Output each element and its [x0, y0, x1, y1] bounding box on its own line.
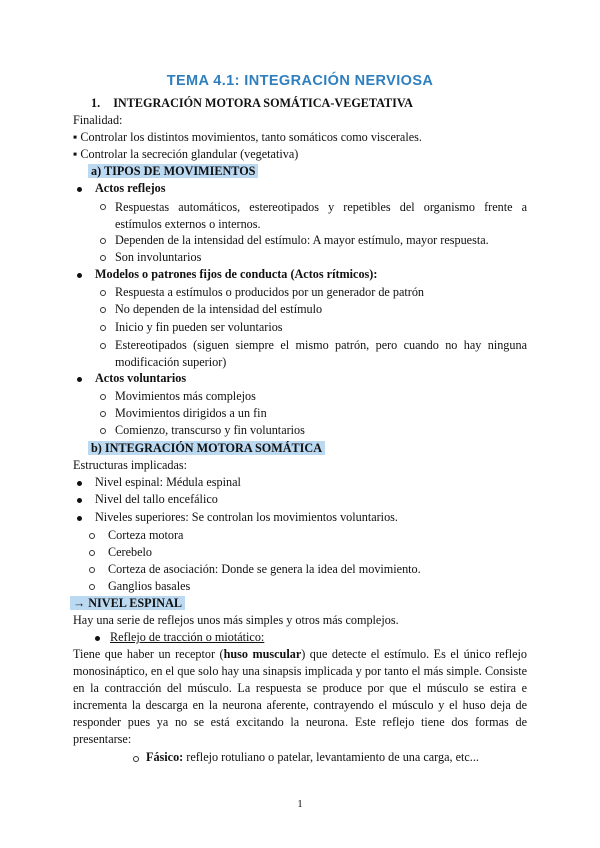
estructuras-subitem: Cerebelo	[108, 545, 152, 559]
circle-bullet-icon	[89, 550, 95, 556]
circle-bullet-icon	[100, 238, 106, 244]
fasico-label: Fásico:	[146, 750, 184, 764]
modelos-heading: Modelos o patrones fijos de conducta (Actos rítmicos):	[95, 267, 378, 281]
fasico-item	[146, 750, 479, 765]
subheading-b-text: b) INTEGRACIÓN MOTORA SOMÁTICA	[88, 441, 325, 455]
estructuras-subitem: Corteza motora	[108, 528, 184, 542]
bullet-icon	[77, 187, 82, 192]
circle-bullet-icon	[89, 533, 95, 539]
estructuras-label: Estructuras implicadas:	[73, 458, 188, 472]
voluntarios-item: Movimientos dirigidos a un fin	[115, 406, 267, 420]
circle-bullet-icon	[100, 290, 106, 296]
circle-bullet-icon	[100, 343, 106, 349]
circle-bullet-icon	[100, 428, 106, 434]
circle-bullet-icon	[100, 325, 106, 331]
estructuras-subitem: Ganglios basales	[108, 579, 191, 593]
circle-bullet-icon	[100, 394, 106, 400]
estructuras-item: Niveles superiores: Se controlan los movimientos voluntarios.	[95, 510, 398, 524]
circle-bullet-icon	[100, 255, 106, 261]
reflejo-paragraph	[73, 646, 527, 747]
subheading-b	[88, 441, 325, 456]
modelos-item: No dependen de la intensidad del estímulo	[115, 302, 323, 316]
bullet-icon	[77, 481, 82, 486]
reflejos-heading: Actos reflejos	[95, 181, 166, 195]
circle-bullet-icon	[133, 756, 139, 762]
estructuras-subitem: Corteza de asociación: Donde se genera la idea del movimiento.	[108, 562, 421, 576]
bullet-icon	[77, 377, 82, 382]
nivel-espinal-intro: Hay una serie de reflejos unos más simples y otros más complejos.	[73, 613, 399, 627]
bullet-icon	[77, 273, 82, 278]
section-heading	[91, 96, 413, 111]
paragraph-text: ) que detecte el estímulo. Es el único reflejo monosináptico, en el que solo hay una sinapsis implicada y por tanto el más simple. Consiste en la contracción del músculo. La respuesta se produce por que el músculo se estira e incrementa la descarga en la neurona aferente, contrayendo el músculo y el huso deja de responder pues ya no se está excitando la neurona. Este reflejo tiene dos formas de presentarse:	[73, 647, 527, 746]
voluntarios-item: Movimientos más complejos	[115, 389, 256, 403]
nivel-espinal-heading	[70, 596, 185, 611]
voluntarios-heading: Actos voluntarios	[95, 371, 187, 385]
section-heading-text: INTEGRACIÓN MOTORA SOMÁTICA-VEGETATIVA	[113, 96, 413, 110]
subheading-a	[88, 164, 258, 179]
nivel-espinal-heading-text: → NIVEL ESPINAL	[70, 596, 185, 610]
circle-bullet-icon	[100, 204, 106, 210]
circle-bullet-icon	[100, 411, 106, 417]
circle-bullet-icon	[89, 567, 95, 573]
finalidad-item: ▪ Controlar la secreción glandular (vegetativa)	[73, 147, 299, 161]
paragraph-bold-term: huso muscular	[223, 647, 302, 661]
bullet-icon	[95, 636, 100, 641]
modelos-item: Estereotipados (siguen siempre el mismo patrón, pero cuando no hay ninguna modificación superior)	[115, 338, 527, 369]
finalidad-item: ▪ Controlar los distintos movimientos, tanto somáticos como viscerales.	[73, 130, 422, 144]
subheading-a-text: a) TIPOS DE MOVIMIENTOS	[88, 164, 258, 178]
reflejos-item: Respuestas automáticos, estereotipados y repetibles del organismo frente a estímulos externos o internos.	[115, 200, 527, 231]
modelos-item: Respuesta a estímulos o producidos por un generador de patrón	[115, 285, 425, 299]
voluntarios-item: Comienzo, transcurso y fin voluntarios	[115, 423, 305, 437]
modelos-item: Inicio y fin pueden ser voluntarios	[115, 320, 283, 334]
circle-bullet-icon	[89, 584, 95, 590]
estructuras-item: Nivel espinal: Médula espinal	[95, 475, 241, 489]
circle-bullet-icon	[100, 307, 106, 313]
bullet-icon	[77, 516, 82, 521]
bullet-icon	[77, 498, 82, 503]
page-title: TEMA 4.1: INTEGRACIÓN NERVIOSA	[166, 73, 434, 89]
paragraph-text: Tiene que haber un receptor (	[73, 647, 224, 661]
section-number: 1.	[91, 96, 101, 110]
page-number: 1	[297, 798, 303, 810]
reflejos-item: Son involuntarios	[115, 250, 202, 264]
reflejos-item: Dependen de la intensidad del estímulo: A mayor estímulo, mayor respuesta.	[115, 233, 489, 247]
reflejo-title: Reflejo de tracción o miotático:	[110, 630, 265, 644]
fasico-text: reflejo rotuliano o patelar, levantamiento de una carga, etc...	[183, 750, 479, 764]
estructuras-item: Nivel del tallo encefálico	[95, 492, 218, 506]
finalidad-label: Finalidad:	[73, 113, 123, 127]
